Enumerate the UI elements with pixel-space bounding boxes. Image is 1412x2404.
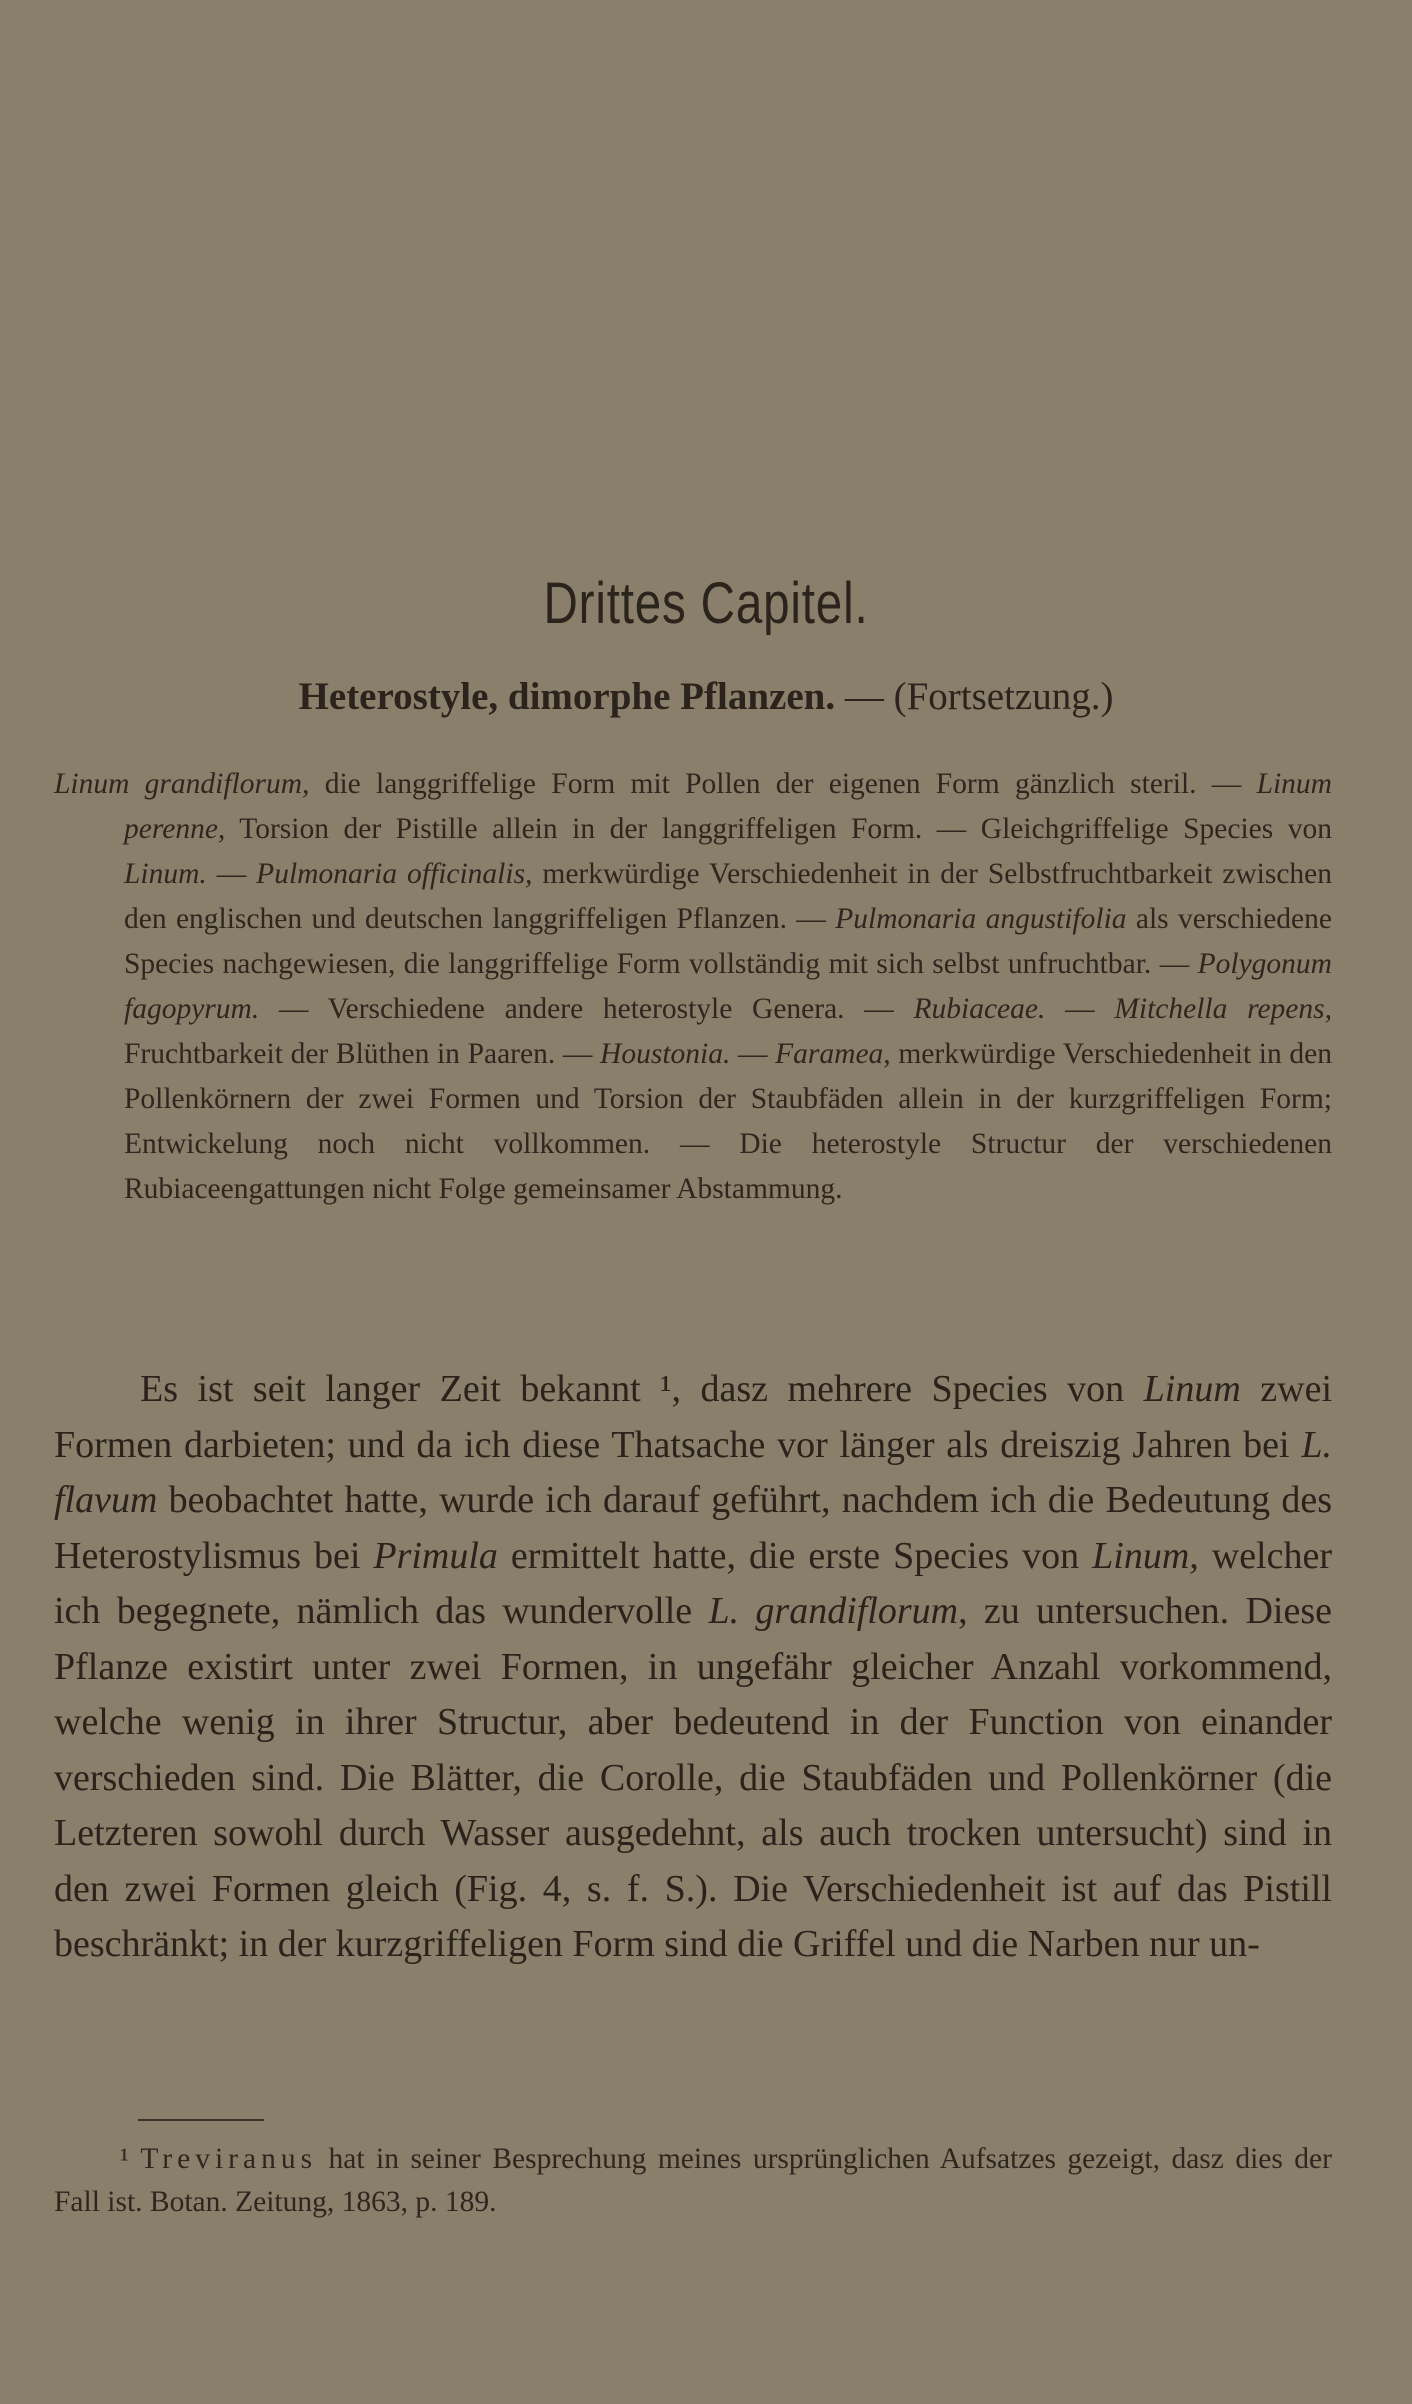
body-text-run: beobachtet hatte, wurde ich darauf geführt, nachdem ich die Bedeutung des Heterostylismus bei	[54, 1479, 1332, 1577]
summary-text: die langgriffelige Form mit Pollen der eigenen Form gänzlich steril. —	[309, 768, 1257, 800]
body-text	[54, 1362, 1332, 1973]
body-text-run: zwei Formen darbieten; und da ich diese Thatsache vor länger als dreiszig Jahren bei	[54, 1368, 1333, 1466]
chapter-subtitle-rest: — (Fortsetzung.)	[835, 675, 1114, 718]
body-text-run: , zu untersuchen. Diese Pflanze existirt unter zwei Formen, in ungefähr gleicher Anzahl vorkommend, welche wenig in ihrer Structur, aber bedeutend in der Function von einander verschieden sind. Die Blätter, die Corolle, die Staubfäden und Pollenkörner (die Letzteren sowohl durch Wasser ausgedehnt, als auch trocken untersucht) sind in den zwei Formen gleich (Fig. 4, s. f. S.). Die Verschiedenheit ist auf das Pistill beschränkt; in der kurzgriffeligen Form sind die Griffel und die Narben nur un-	[54, 1590, 1333, 1965]
summary-text: als verschiedene Species nachgewiesen, die langgriffelige Form vollständig mit sich selbst unfruchtbar. —	[124, 903, 1332, 980]
body-term: Linum	[1143, 1368, 1241, 1410]
footnote-rule	[138, 2119, 264, 2121]
footnote-paragraph	[54, 2138, 1332, 2224]
body-paragraph	[54, 1362, 1332, 1973]
summary-term: Linum grandiflorum,	[54, 768, 310, 800]
body-text-run: welcher ich begegnete, nämlich das wundervolle	[54, 1534, 1332, 1632]
chapter-title: Drittes Capitel.	[543, 571, 869, 636]
body-term: Linum,	[1092, 1534, 1199, 1577]
body-text-run: Es ist seit langer Zeit bekannt ¹, dasz mehrere Species von	[140, 1368, 1144, 1410]
summary-text: —	[1045, 993, 1115, 1025]
summary-text: merkwürdige Verschiedenheit in den Pollenkörnern der zwei Formen und Torsion der Staubfäden allein in der kurzgriffeligen Form; Entwickelung noch nicht vollkommen. — Die heterostyle Structur der verschiedenen Rubiaceengattungen nicht Folge gemeinsamer Abstammung.	[124, 1038, 1332, 1205]
summary-text: Fruchtbarkeit der Blüthen in Paaren. —	[124, 1038, 601, 1070]
summary-paragraph	[54, 762, 1332, 1212]
summary-term: Faramea,	[775, 1038, 891, 1070]
summary-term: Linum.	[124, 858, 207, 890]
summary-text: merkwürdige Verschiedenheit in der Selbstfruchtbarkeit zwischen den englischen und deutschen langgriffeligen Pflanzen. —	[124, 858, 1333, 935]
summary-term: Mitchella repens,	[1114, 993, 1333, 1025]
summary-term: Pulmonaria angustifolia	[835, 903, 1127, 935]
summary-text: Torsion der Pistille allein in der langgriffeligen Form. — Gleichgriffelige Species von	[225, 813, 1332, 845]
footnote	[54, 2138, 1332, 2224]
summary-term: Linum perenne,	[124, 768, 1332, 845]
summary-term: Houstonia.	[600, 1038, 731, 1070]
body-text-run: ermittelt hatte, die erste Species von	[497, 1534, 1093, 1577]
summary-term: Pulmonaria officinalis,	[256, 858, 533, 890]
summary-term: Polygonum fagopyrum.	[124, 948, 1332, 1025]
footnote-text: hat in seiner Besprechung meines ursprünglichen Aufsatzes gezeigt, dasz dies der Fall ist. Botan. Zeitung, 1863, p. 189.	[54, 2143, 1332, 2218]
chapter-subtitle-main: Heterostyle, dimorphe Pflanzen.	[298, 675, 836, 718]
summary-term: Rubiaceae.	[913, 993, 1046, 1025]
summary-text: —	[206, 858, 257, 890]
chapter-subtitle	[0, 674, 1412, 719]
summary-text: —	[730, 1038, 776, 1070]
body-term: Primula	[373, 1534, 498, 1577]
footnote-mark: ¹	[120, 2143, 141, 2175]
footnote-author: Treviranus	[140, 2143, 318, 2175]
chapter-summary	[54, 762, 1332, 1212]
body-term: L. flavum	[54, 1423, 1332, 1521]
summary-text: — Verschiedene andere heterostyle Genera. —	[259, 993, 914, 1025]
body-term: L. grandiflorum	[708, 1590, 959, 1632]
